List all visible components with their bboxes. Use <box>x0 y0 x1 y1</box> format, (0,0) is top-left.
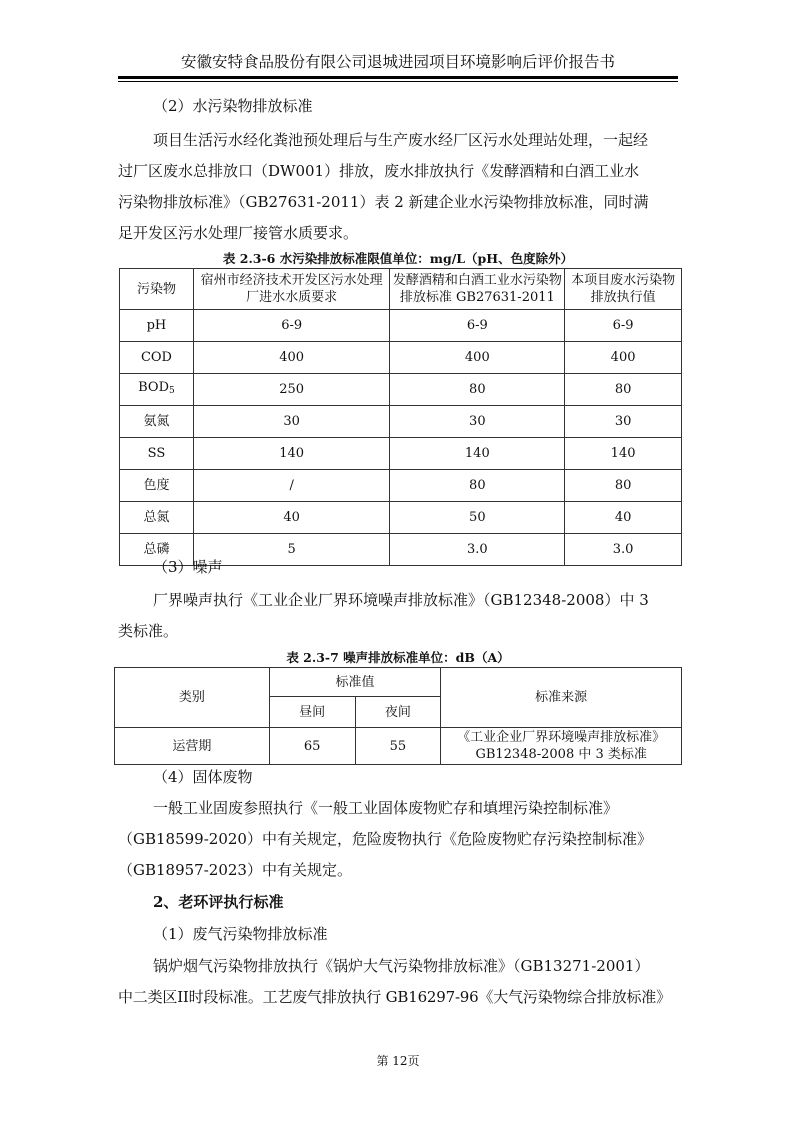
water-para-line: 过厂区废水总排放口（DW001）排放，废水排放执行《发酵酒精和白酒工业水 <box>118 162 640 180</box>
header-cell: 标准来源 <box>441 668 682 728</box>
solid-para-line: （GB18957-2023）中有关规定。 <box>118 861 352 879</box>
pollutant-cell: 总氮 <box>120 502 194 534</box>
pollutant-cell: 色度 <box>120 470 194 502</box>
water-standard-table <box>119 268 682 566</box>
table-cell: 55 <box>355 728 441 765</box>
exhaust-gas-heading: （1）废气污染物排放标准 <box>153 925 328 943</box>
noise-para-line: 厂界噪声执行《工业企业厂界环境噪声排放标准》（GB12348-2008）中 3 <box>153 591 649 609</box>
source-cell <box>441 728 682 765</box>
pollutant-cell: COD <box>120 342 194 374</box>
header-rule-thin <box>118 81 678 82</box>
table-row <box>120 310 682 342</box>
solid-para-line: （GB18599-2020）中有关规定，危险废物执行《危险废物贮存污染控制标准》 <box>118 830 652 848</box>
table-cell: 6-9 <box>193 310 390 342</box>
table-cell: 6-9 <box>565 310 682 342</box>
header-cell: 夜间 <box>355 697 441 728</box>
table-cell: 80 <box>390 374 565 406</box>
header-cell: 宿州市经济技术开发区污水处理厂进水水质要求 <box>193 269 390 310</box>
table2-caption: 表 2.3-7 噪声排放标准单位：dB（A） <box>286 650 510 665</box>
header-cell: 类别 <box>115 668 270 728</box>
table-cell: 3.0 <box>565 534 682 566</box>
header-cell: 污染物 <box>120 269 194 310</box>
table-row <box>120 470 682 502</box>
pollutant-cell: SS <box>120 438 194 470</box>
table-cell: 3.0 <box>390 534 565 566</box>
table-row <box>120 502 682 534</box>
solid-waste-heading: （4）固体废物 <box>153 768 253 786</box>
old-para-line: 中二类区II时段标准。工艺废气排放执行 GB16297-96《大气污染物综合排放标准》 <box>118 988 671 1006</box>
source-line: 《工业企业厂界环境噪声排放标准》 <box>457 730 666 745</box>
table-cell: 250 <box>193 374 390 406</box>
water-para-line: 足开发区污水处理厂接管水质要求。 <box>118 224 359 242</box>
pollutant-cell: 总磷 <box>120 534 194 566</box>
table-cell: 80 <box>565 374 682 406</box>
table1-caption: 表 2.3-6 水污染排放标准限值单位：mg/L（pH、色度除外） <box>222 251 574 266</box>
water-para-line: 污染物排放标准》（GB27631-2011）表 2 新建企业水污染物排放标准，同时满 <box>118 193 649 211</box>
pollutant-cell: pH <box>120 310 194 342</box>
water-standard-heading: （2）水污染物排放标准 <box>153 97 313 115</box>
header-cell: 昼间 <box>269 697 355 728</box>
pollutant-subscript: 5 <box>169 386 175 396</box>
table-cell: 30 <box>390 406 565 438</box>
noise-standard-table <box>114 667 682 765</box>
table-cell: 400 <box>193 342 390 374</box>
water-para-line: 项目生活污水经化粪池预处理后与生产废水经厂区污水处理站处理，一起经 <box>153 131 649 149</box>
table-cell: 140 <box>390 438 565 470</box>
table-row <box>120 374 682 406</box>
table-cell: 40 <box>565 502 682 534</box>
header-cell: 标准值 <box>269 668 441 697</box>
header-cell: 发酵酒精和白酒工业水污染物排放标准 GB27631-2011 <box>390 269 565 310</box>
pollutant-cell: 氨氮 <box>120 406 194 438</box>
header-rule-thick <box>118 76 678 79</box>
table-cell: 30 <box>565 406 682 438</box>
noise-heading: （3）噪声 <box>153 558 223 576</box>
noise-para-line: 类标准。 <box>118 622 179 640</box>
old-eia-heading: 2、老环评执行标准 <box>153 893 284 911</box>
table-row <box>120 406 682 438</box>
solid-para-line: 一般工业固废参照执行《一般工业固体废物贮存和填埋污染控制标准》 <box>153 799 619 817</box>
table-cell: 80 <box>390 470 565 502</box>
header-cell: 本项目废水污染物排放执行值 <box>565 269 682 310</box>
table-cell: 运营期 <box>115 728 270 765</box>
pollutant-cell <box>120 374 194 406</box>
table-cell: 50 <box>390 502 565 534</box>
table-row <box>115 728 682 765</box>
table-cell: 400 <box>565 342 682 374</box>
table-cell: 140 <box>565 438 682 470</box>
table-cell: 400 <box>390 342 565 374</box>
table-row <box>120 342 682 374</box>
table-cell: 80 <box>565 470 682 502</box>
pollutant-name: BOD <box>138 380 170 395</box>
document-header-title: 安徽安特食品股份有限公司退城进园项目环境影响后评价报告书 <box>180 53 615 71</box>
table-cell: 5 <box>193 534 390 566</box>
table-header-row <box>115 668 682 697</box>
table-header-row <box>120 269 682 310</box>
table-cell: 30 <box>193 406 390 438</box>
table-row <box>120 438 682 470</box>
table-cell: 140 <box>193 438 390 470</box>
source-line: GB12348-2008 中 3 类标准 <box>475 747 647 762</box>
table-cell: 40 <box>193 502 390 534</box>
table-cell: 6-9 <box>390 310 565 342</box>
page-number: 第 12页 <box>376 1054 420 1068</box>
table-cell: 65 <box>269 728 355 765</box>
table-cell: / <box>193 470 390 502</box>
old-para-line: 锅炉烟气污染物排放执行《锅炉大气污染物排放标准》（GB13271-2001） <box>153 957 650 975</box>
